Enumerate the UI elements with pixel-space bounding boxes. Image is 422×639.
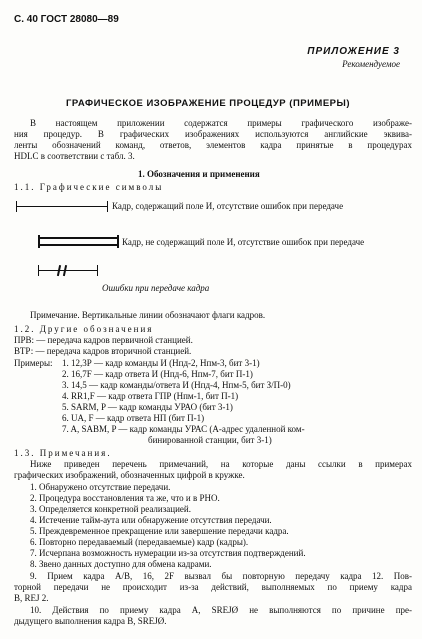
notes-intro-line: графических изображений, обозначенных цифрой в кружке.	[14, 470, 245, 480]
note-vertical-lines: Примечание. Вертикальные линии обозначают флаги кадров.	[30, 310, 266, 320]
note-item: 2. Процедура восстановления та же, что и в РНО.	[30, 493, 220, 503]
note-9	[14, 571, 412, 604]
symbol-1-description: Кадр, содержащий поле И, отсутствие ошибок при передаче	[112, 201, 344, 211]
note-10-line: 10. Действия по приему кадра А, SREJØ не выполняются по причине пре-	[30, 605, 412, 615]
note-item: 4. Истечение тайм-аута или обнаружение отсутствия передачи.	[30, 515, 272, 525]
symbol-2-description: Кадр, не содержащий поле И, отсутствие ошибок при передаче	[122, 237, 365, 247]
example-line: 3. 14,5 — кадр команды/ответа И (Нпд-4, Нпм-5, бит З/П-0)	[62, 380, 291, 390]
subsection-1-3-title: 1.3. Примечания.	[14, 448, 112, 458]
example-line: 5. SARM, P — кадр команды УРАО (бит 3-1)	[62, 402, 233, 412]
note-item: 7. Исчерпана возможность нумерации из-за отсутствия подтверждений.	[30, 548, 306, 558]
appendix-title: ПРИЛОЖЕНИЕ 3	[307, 46, 400, 57]
intro-paragraph	[14, 118, 412, 162]
note-9-line: B, REJ 2.	[14, 593, 49, 603]
example-line: 1. 12,3Р — кадр команды И (Нпд-2, Нпм-3, бит 3-1)	[62, 358, 260, 368]
intro-line: ленты обозначений команд, ответов, элементов кадра принятые в процедурах	[14, 140, 412, 150]
note-item: 6. Повторно передаваемый (передаваемые) кадр (кадры).	[30, 537, 249, 547]
note-9-line: торной передачи не происходит из-за действий, выполняемых по приему кадра	[14, 582, 412, 592]
intro-line: ния процедур. В графических изображениях используются английские эквива-	[14, 129, 412, 139]
symbol-3-description: Ошибки при передаче кадра	[102, 283, 210, 293]
subsection-1-1-title: 1.1. Графические символы	[14, 182, 164, 192]
section-1-title: 1. Обозначения и применения	[138, 169, 260, 179]
notes-intro-line: Ниже приведен перечень примечаний, на которые даны ссылки в примерах	[30, 459, 412, 469]
example-line: 6. UA, F — кадр ответа НП (бит П-1)	[62, 413, 205, 423]
example-line: 7. A, SABM, P — кадр команды УРАС (А-адрес удаленной ком-	[62, 424, 305, 434]
note-item: 5. Преждевременное прекращение или завершение передачи кадра.	[30, 526, 289, 536]
main-title: ГРАФИЧЕСКОЕ ИЗОБРАЖЕНИЕ ПРОЦЕДУР (ПРИМЕРЫ)	[66, 98, 350, 109]
example-line: 2. 16,7F — кадр ответа И (Нпд-6, Нпм-7, бит П-1)	[62, 369, 253, 379]
intro-line: В настоящем приложении содержатся примеры графического изображе-	[30, 118, 412, 128]
example-line: бинированной станции, бит 3-1)	[148, 435, 272, 445]
note-item: 1. Обнаружено отсутствие передачи.	[30, 482, 171, 492]
notes-intro	[14, 459, 412, 481]
designation-line: ПРВ: — передача кадров первичной станцией.	[14, 335, 193, 345]
note-10-line: дыдущего выполнения кадра В, SREJØ.	[14, 616, 167, 626]
intro-line: HDLC в соответствии с табл. 3.	[14, 151, 135, 161]
note-10	[14, 605, 412, 627]
note-item: 3. Определяется конкретной реализацией.	[30, 504, 191, 514]
appendix-subtitle: Рекомендуемое	[342, 59, 400, 69]
subsection-1-2-title: 1.2. Другие обозначения	[14, 324, 154, 334]
page-header: С. 40 ГОСТ 28080—89	[14, 14, 119, 25]
note-9-line: 9. Прием кадра A/B, 16, 2F вызвал бы повторную передачу кадра 12. Пов-	[30, 571, 412, 581]
designation-line: ВТР: — передача кадров вторичной станцией.	[14, 346, 192, 356]
example-line: 4. RR1,F — кадр ответа ГПР (Нпм-1, бит П-1)	[62, 391, 239, 401]
note-item: 8. Звено данных доступно для обмена кадрами.	[30, 559, 212, 569]
examples-label: Примеры:	[14, 358, 53, 368]
